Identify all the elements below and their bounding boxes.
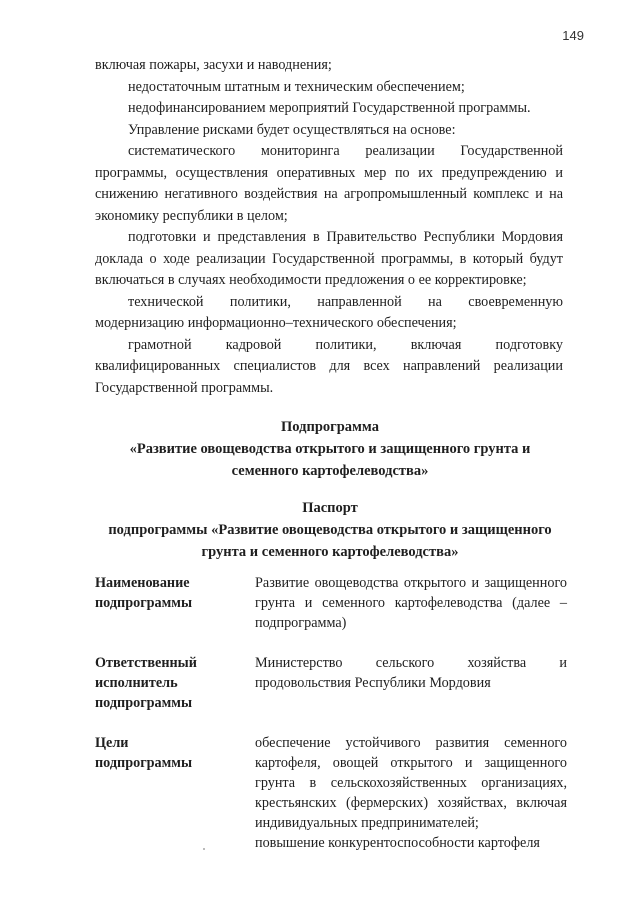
body-text bbox=[95, 55, 563, 399]
row-label-line: Цели bbox=[95, 735, 129, 751]
subprogram-heading-line: «Развитие овощеводства открытого и защищенного грунта и bbox=[129, 441, 531, 457]
paragraph-personnel-policy: грамотной кадровой политики, включая подготовку квалифицированных специалистов для всех направлений реализации Государственной программы. bbox=[95, 336, 563, 396]
row-label-line: Ответственный bbox=[95, 655, 197, 671]
passport-heading-line: Паспорт bbox=[302, 500, 358, 516]
row-value bbox=[255, 573, 567, 633]
passport-table bbox=[95, 573, 570, 873]
row-value-text: обеспечение устойчивого развития семенного картофеля, овощей открытого и защищенного грунта в сельскохозяйственных организациях, крестьянских (фермерских) хозяйствах, включая индивидуальных предпринимателей; bbox=[255, 735, 567, 831]
subprogram-heading-line: Подпрограмма bbox=[281, 419, 379, 435]
row-label bbox=[95, 653, 255, 713]
row-label bbox=[95, 573, 255, 633]
paragraph-underfunding: недофинансированием мероприятий Государственной программы. bbox=[128, 100, 531, 116]
row-label-line: подпрограммы bbox=[95, 755, 193, 771]
row-label-line: Наименование bbox=[95, 575, 190, 591]
table-row bbox=[95, 733, 570, 853]
row-value-text: Министерство сельского хозяйства и продовольствия Республики Мордовия bbox=[255, 655, 567, 691]
row-value bbox=[255, 653, 567, 713]
passport-heading-line: грунта и семенного картофелеводства» bbox=[201, 544, 459, 560]
paragraph-staffing: недостаточным штатным и техническим обеспечением; bbox=[128, 78, 465, 95]
paragraph-report: подготовки и представления в Правительство Республики Мордовия доклада о ходе реализации Государственной программы, в который будут включаться в случаях необходимости предложения о ее корректировке; bbox=[95, 229, 563, 288]
table-row bbox=[95, 573, 570, 633]
subprogram-heading bbox=[95, 416, 565, 482]
row-label-line: подпрограммы bbox=[95, 695, 193, 711]
row-label bbox=[95, 733, 255, 853]
passport-heading-line: подпрограммы «Развитие овощеводства открытого и защищенного bbox=[108, 522, 552, 538]
row-label-line: подпрограммы bbox=[95, 595, 193, 611]
passport-heading bbox=[95, 497, 565, 563]
row-value-text: Развитие овощеводства открытого и защищенного грунта и семенного картофелеводства (далее – подпрограмма) bbox=[255, 575, 567, 631]
paragraph-monitoring: систематического мониторинга реализации Государственной программы, осуществления оперативных мер по их предупреждению и снижению негативного воздействия на агропромышленный комплекс и на экономику республики в целом; bbox=[95, 143, 563, 224]
row-label-line: исполнитель bbox=[95, 675, 178, 691]
subprogram-heading-line: семенного картофелеводства» bbox=[231, 463, 429, 479]
paragraph-technical-policy: технической политики, направленной на своевременную модернизацию информационно–технического обеспечения; bbox=[95, 293, 563, 331]
table-row bbox=[95, 653, 570, 713]
row-value bbox=[255, 733, 567, 853]
row-value-text: повышение конкурентоспособности картофеля bbox=[255, 835, 540, 851]
page-number: 149 bbox=[562, 28, 584, 43]
paragraph-risk-management: Управление рисками будет осуществляться на основе: bbox=[128, 121, 456, 138]
paragraph-risks-continued: включая пожары, засухи и наводнения; bbox=[95, 57, 332, 73]
scan-artifact bbox=[203, 848, 205, 850]
